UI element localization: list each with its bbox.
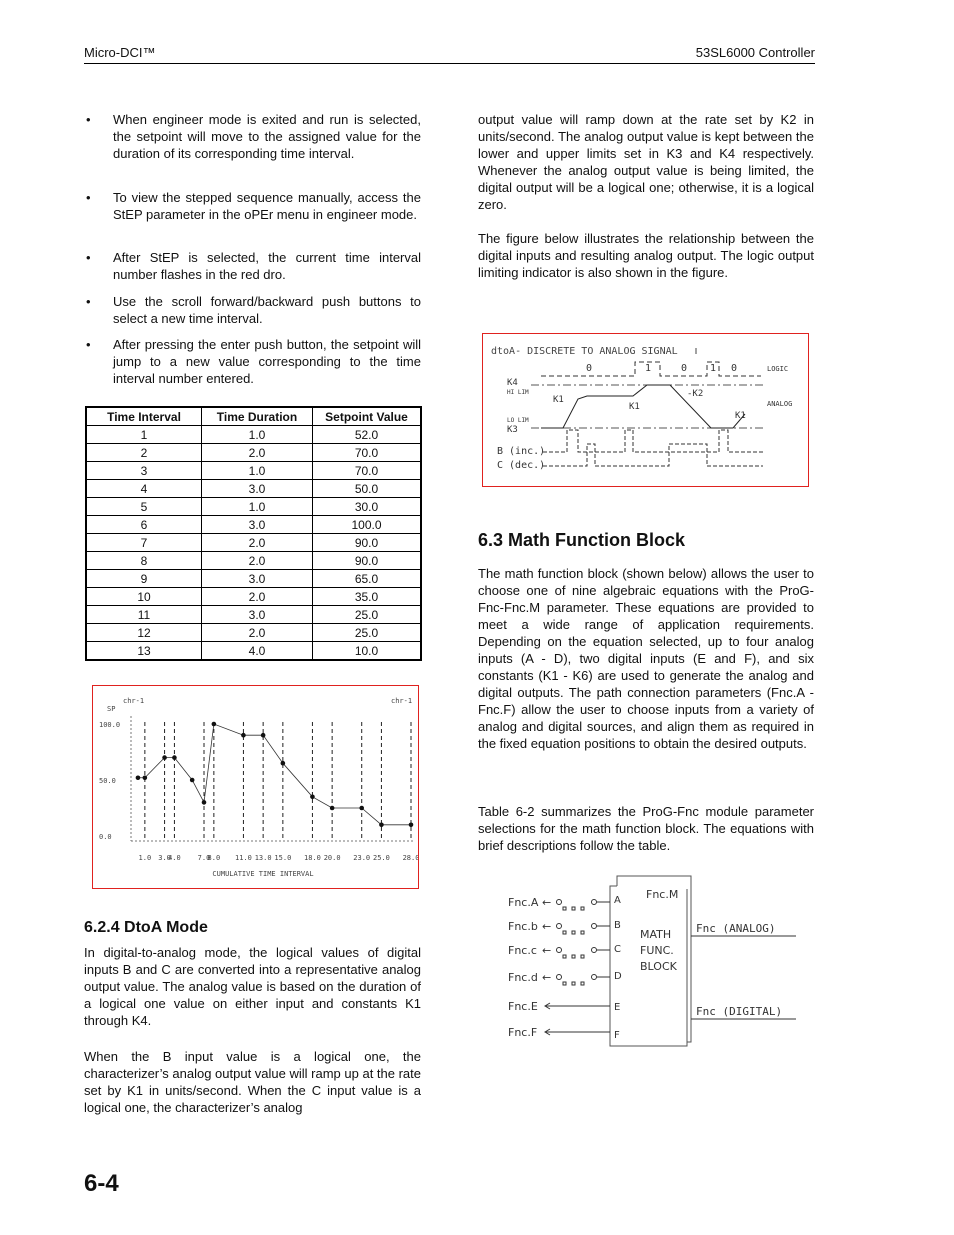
bullet-item <box>84 189 421 223</box>
setpoint-profile-chart <box>93 686 418 888</box>
bullet-text: After StEP is selected, the current time interval number flashes in the red dro. <box>113 250 421 282</box>
table-row <box>86 588 421 606</box>
x-tick-label: 15.0 <box>274 854 292 862</box>
input-label: Fnc.c <box>508 944 537 957</box>
logic-value: 1 <box>710 363 717 374</box>
x-tick-label: 3.0 <box>158 854 171 862</box>
setpoint-data-point <box>359 806 364 811</box>
bullet-symbol: • <box>86 112 91 127</box>
table-cell: 2.0 <box>202 588 313 606</box>
y-axis-label: SP <box>107 705 116 713</box>
table-row <box>86 552 421 570</box>
table-cell: 50.0 <box>313 480 422 498</box>
x-tick-label: 28.0 <box>402 854 418 862</box>
math-function-block-diagram <box>500 872 800 1052</box>
table-cell: 3.0 <box>202 516 313 534</box>
bullet-text: When engineer mode is exited and run is selected, the setpoint will move to the assigned value for the duration of its corresponding time interval. <box>113 112 421 161</box>
logic-value: 0 <box>586 363 593 374</box>
bullet-symbol: • <box>86 190 91 205</box>
table-cell: 1.0 <box>202 498 313 516</box>
setpoint-data-point <box>281 761 286 766</box>
table-cell: 90.0 <box>313 534 422 552</box>
k1-label: K1 <box>735 411 746 421</box>
c-input-label: C (dec.) <box>497 460 546 471</box>
bullet-symbol: • <box>86 337 91 352</box>
table-cell: 9 <box>86 570 202 588</box>
table-cell: 2.0 <box>202 534 313 552</box>
k1-label: K1 <box>553 395 564 405</box>
table-cell: 3 <box>86 462 202 480</box>
k2-label: -K2 <box>687 389 704 399</box>
svg-text:←: ← <box>542 944 552 957</box>
header-rule <box>84 63 815 64</box>
table-row <box>86 462 421 480</box>
digital-input <box>508 1026 620 1041</box>
table-cell: 10.0 <box>313 642 422 661</box>
setpoint-data-point <box>261 733 266 738</box>
analog-input <box>508 971 622 985</box>
table-cell: 1.0 <box>202 462 313 480</box>
dtoa-signal-diagram <box>483 334 808 486</box>
analog-label: ANALOG <box>767 400 793 408</box>
x-tick-label: 7.0 <box>197 854 211 862</box>
setpoint-data-point <box>310 795 315 800</box>
x-tick-label: 18.0 <box>303 854 321 862</box>
table-row <box>86 480 421 498</box>
table-cell: 90.0 <box>313 552 422 570</box>
table-row <box>86 624 421 642</box>
top-left-label: chr-1 <box>123 697 145 705</box>
column-header: Time Interval <box>86 407 202 426</box>
logic-value: 1 <box>645 363 652 374</box>
table-row <box>86 642 421 661</box>
math-paragraph-1: The math function block (shown below) allows the user to choose one of nine algebraic equations with the ProG-Fnc-Fnc.M parameter. These equations are provided to meet a wide range of application requirements. Depending on the equation selected, up to four analog inputs (A - D), two digital inputs (E and F), and six constants (K1 - K6) are used to generate the analog and digital outputs. The path connection parameters (Fnc.A - Fnc.F) allow the user to choose inputs from a variety of analog and digital sources, and align them as required in the fixed equation positions to obtain the desired outputs. <box>478 566 814 751</box>
analog-input <box>508 944 621 958</box>
x-tick-label: 4.0 <box>168 854 181 862</box>
column-header: Setpoint Value <box>313 407 422 426</box>
bullet-item <box>84 336 421 387</box>
block-title: Fnc.M <box>646 888 679 901</box>
port-label: D <box>614 971 622 982</box>
digital-output-label: Fnc (DIGITAL) <box>696 1005 783 1018</box>
math-paragraph-2: Table 6-2 summarizes the ProG-Fnc module parameter selections for the math function block. The equations with brief descriptions follow the table. <box>478 804 814 853</box>
analog-input <box>508 920 621 934</box>
table-cell: 8 <box>86 552 202 570</box>
port-label: C <box>614 944 621 955</box>
setpoint-table <box>85 406 422 661</box>
dtoa-paragraph-1: In digital-to-analog mode, the logical values of digital inputs B and C are converted into a representative analog output value. The analog value is based on the duration of a logical one value on either input and constants K1 through K4. <box>84 945 421 1028</box>
setpoint-data-point <box>241 733 246 738</box>
input-label: Fnc.A <box>508 896 539 909</box>
input-label: Fnc.E <box>508 1000 538 1013</box>
x-tick-label: 23.0 <box>353 854 371 862</box>
table-row <box>86 570 421 588</box>
running-header-right: 53SL6000 Controller <box>695 45 815 60</box>
logic-label: LOGIC <box>767 365 789 373</box>
hi-lim-label: HI LIM <box>507 389 529 396</box>
table-cell: 7 <box>86 534 202 552</box>
running-header-left: Micro-DCI™ <box>84 45 156 60</box>
setpoint-data-point <box>409 823 414 828</box>
dtoa-fig-title: dtoA- DISCRETE TO ANALOG SIGNAL <box>491 346 678 357</box>
table-row <box>86 606 421 624</box>
dtoa-paragraph-2: When the B input value is a logical one, the characterizer’s analog output value will ramp up at the rate set by K1 in units/second. When the C input value is a logical one, the characterizer’s analog <box>84 1049 421 1115</box>
port-label: A <box>614 895 621 906</box>
top-right-label: chr-1 <box>391 697 413 705</box>
svg-text:←: ← <box>542 971 552 984</box>
x-tick-label: 13.0 <box>254 854 272 862</box>
x-tick-label: 25.0 <box>372 854 390 862</box>
bullet-item <box>84 111 421 162</box>
table-cell: 2.0 <box>202 552 313 570</box>
bullet-symbol: • <box>86 250 91 265</box>
table-cell: 30.0 <box>313 498 422 516</box>
analog-output-label: Fnc (ANALOG) <box>696 922 776 935</box>
table-cell: 3.0 <box>202 480 313 498</box>
y-tick-label: 0.0 <box>99 833 112 841</box>
table-cell: 10 <box>86 588 202 606</box>
block-label: BLOCK <box>640 960 677 973</box>
table-cell: 25.0 <box>313 606 422 624</box>
table-cell: 2 <box>86 444 202 462</box>
setpoint-profile-figure <box>92 685 419 889</box>
setpoint-data-point <box>162 755 167 760</box>
bullet-symbol: • <box>86 294 91 309</box>
table-header-row <box>86 407 421 426</box>
table-cell: 13 <box>86 642 202 661</box>
table-cell: 70.0 <box>313 444 422 462</box>
setpoint-data-point <box>143 775 148 780</box>
x-axis-label: CUMULATIVE TIME INTERVAL <box>212 870 314 878</box>
setpoint-data-point <box>172 755 177 760</box>
port-label: E <box>614 1002 621 1013</box>
table-row <box>86 498 421 516</box>
setpoint-data-point <box>212 722 217 727</box>
analog-input <box>508 895 621 910</box>
page-number: 6-4 <box>84 1170 119 1197</box>
bullet-text: Use the scroll forward/backward push buttons to select a new time interval. <box>113 294 421 326</box>
x-tick-label: 11.0 <box>234 854 252 862</box>
logic-value: 0 <box>681 363 688 374</box>
dtoa-heading: 6.2.4 DtoA Mode <box>84 919 208 936</box>
setpoint-data-point <box>136 775 141 780</box>
column-header: Time Duration <box>202 407 313 426</box>
y-tick-label: 50.0 <box>99 777 116 785</box>
port-label: F <box>614 1030 620 1041</box>
table-row <box>86 516 421 534</box>
setpoint-series-line <box>138 724 411 825</box>
table-cell: 4 <box>86 480 202 498</box>
math-heading: 6.3 Math Function Block <box>478 530 686 550</box>
table-row <box>86 534 421 552</box>
block-label: FUNC. <box>640 944 674 957</box>
digital-input <box>508 1000 620 1013</box>
setpoint-data-point <box>330 806 335 811</box>
table-cell: 1.0 <box>202 426 313 444</box>
port-label: B <box>614 920 621 931</box>
table-cell: 2.0 <box>202 444 313 462</box>
setpoint-data-point <box>202 800 207 805</box>
logic-value: 0 <box>731 363 738 374</box>
table-body <box>86 426 421 661</box>
k4-label: K4 <box>507 378 518 388</box>
table-cell: 2.0 <box>202 624 313 642</box>
table-cell: 4.0 <box>202 642 313 661</box>
dtoa-paragraph-3: output value will ramp down at the rate set by K2 in units/second. The analog output value is kept between the lower and upper limits set in K3 and K4 respectively. Whenever the analog output value is being limited, the digital output will be a logical one; otherwise, it is a logical zero. <box>478 112 814 212</box>
table-cell: 35.0 <box>313 588 422 606</box>
k1-label: K1 <box>629 402 640 412</box>
setpoint-data-point <box>190 778 195 783</box>
table-cell: 12 <box>86 624 202 642</box>
bullet-text: To view the stepped sequence manually, access the StEP parameter in the oPEr menu in engineer mode. <box>113 190 421 222</box>
x-tick-label: 20.0 <box>323 854 341 862</box>
table-cell: 3.0 <box>202 570 313 588</box>
input-label: Fnc.b <box>508 920 538 933</box>
dtoa-signal-figure <box>482 333 809 487</box>
lo-lim-label: LO LIM <box>507 417 529 424</box>
dtoa-paragraph-4: The figure below illustrates the relationship between the digital inputs and resulting analog output. The logic output limiting indicator is also shown in the figure. <box>478 231 814 280</box>
table-cell: 25.0 <box>313 624 422 642</box>
block-label: MATH <box>640 928 672 941</box>
k3-label: K3 <box>507 425 518 435</box>
table-cell: 65.0 <box>313 570 422 588</box>
bullet-text: After pressing the enter push button, the setpoint will jump to a new value corresponding to the time interval number entered. <box>113 337 421 386</box>
table-cell: 52.0 <box>313 426 422 444</box>
table-cell: 3.0 <box>202 606 313 624</box>
table-cell: 5 <box>86 498 202 516</box>
input-label: Fnc.F <box>508 1026 538 1039</box>
table-cell: 100.0 <box>313 516 422 534</box>
table-cell: 1 <box>86 426 202 444</box>
svg-text:←: ← <box>542 896 552 909</box>
b-input-label: B (inc.) <box>497 446 546 457</box>
table-cell: 70.0 <box>313 462 422 480</box>
table-cell: 6 <box>86 516 202 534</box>
x-tick-label: 1.0 <box>138 854 152 862</box>
table-cell: 11 <box>86 606 202 624</box>
x-tick-label: 8.0 <box>207 854 221 862</box>
y-tick-label: 100.0 <box>99 721 121 729</box>
svg-text:←: ← <box>542 920 552 933</box>
bullet-item <box>84 293 421 327</box>
bullet-item <box>84 249 421 283</box>
setpoint-data-point <box>379 823 384 828</box>
table-row <box>86 426 421 444</box>
table-row <box>86 444 421 462</box>
input-label: Fnc.d <box>508 971 538 984</box>
